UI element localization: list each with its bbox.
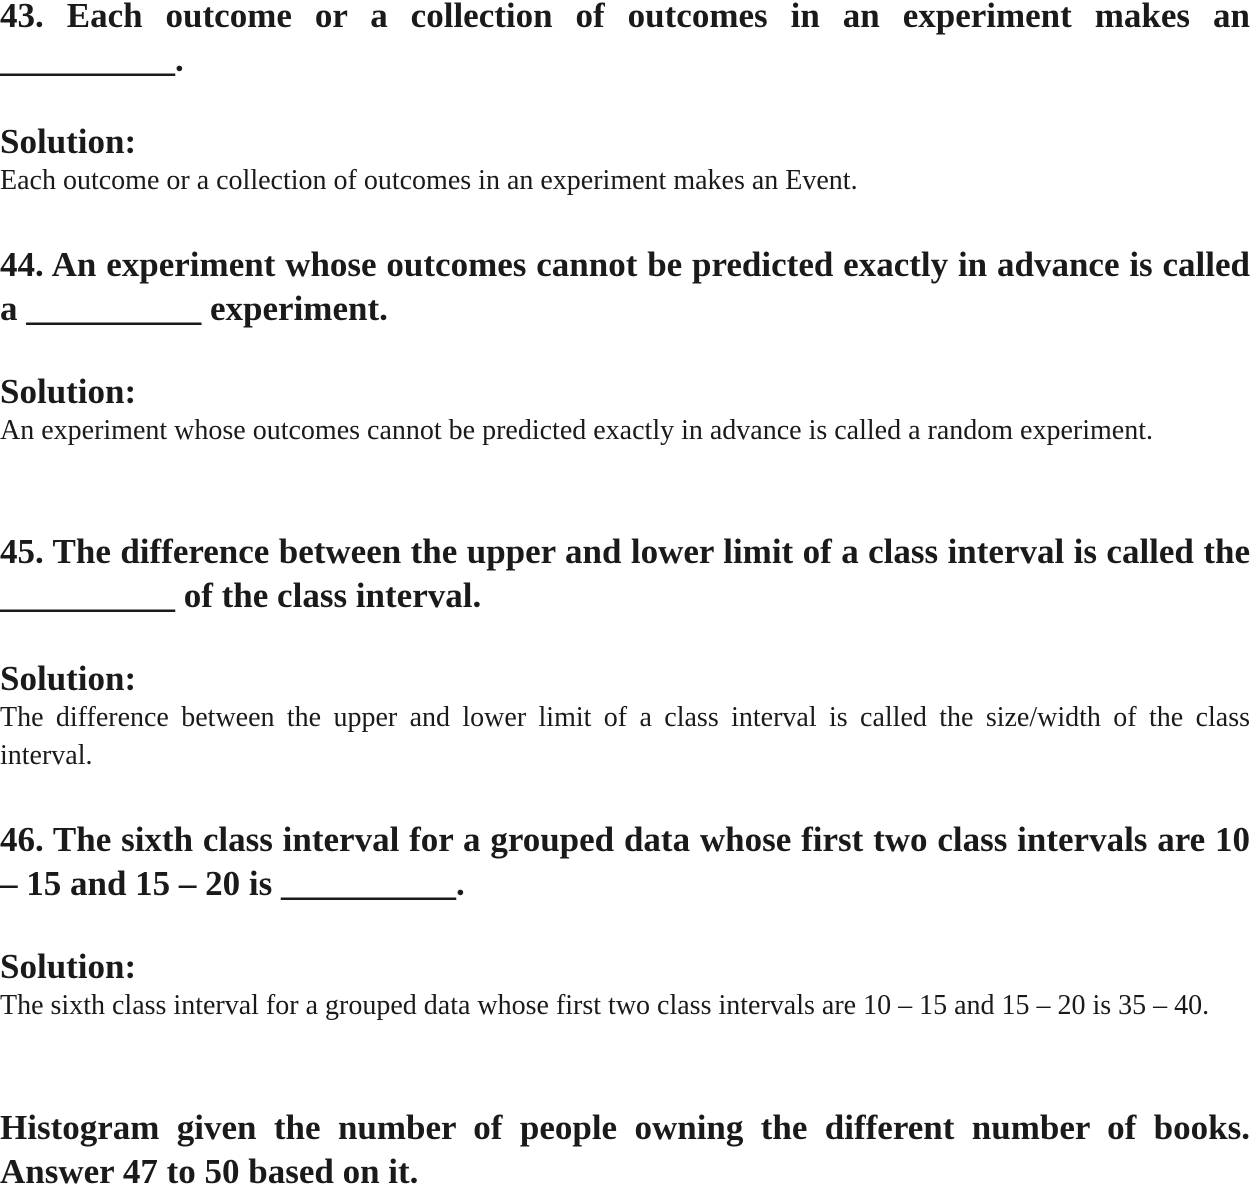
solution-text-43: Each outcome or a collection of outcomes in an experiment makes an Event. <box>0 165 858 196</box>
solution-text-44: An experiment whose outcomes cannot be predicted exactly in advance is called a random experiment. <box>0 415 1154 446</box>
question-43: 43. Each outcome or a collection of outcomes in an experiment makes an __________. <box>0 0 1250 79</box>
question-block-43 <box>0 0 1250 82</box>
solution-block-44 <box>0 372 1250 450</box>
question-44: 44. An experiment whose outcomes cannot be predicted exactly in advance is called a __________ experiment. <box>0 245 1250 328</box>
solution-block-46 <box>0 947 1250 1025</box>
question-45: 45. The difference between the upper and lower limit of a class interval is called the __________ of the class interval. <box>0 532 1250 615</box>
solution-text-46: The sixth class interval for a grouped data whose first two class intervals are 10 – 15 and 15 – 20 is 35 – 40. <box>0 990 1210 1021</box>
solution-heading-43: Solution: <box>0 122 137 161</box>
question-block-45 <box>0 530 1250 618</box>
solution-block-43 <box>0 122 1250 200</box>
solution-heading-45: Solution: <box>0 659 137 698</box>
histogram-intro: Histogram given the number of people owning the different number of books. Answer 47 to 50 based on it. <box>0 1108 1250 1191</box>
histogram-intro-block <box>0 1106 1250 1194</box>
question-46: 46. The sixth class interval for a grouped data whose first two class intervals are 10 – 15 and 15 – 20 is __________. <box>0 820 1250 903</box>
question-block-46 <box>0 818 1250 906</box>
solution-text-45: The difference between the upper and lower limit of a class interval is called the size/width of the class interval. <box>0 702 1250 771</box>
solution-heading-46: Solution: <box>0 947 137 986</box>
solution-block-45 <box>0 659 1250 775</box>
question-block-44 <box>0 243 1250 331</box>
solution-heading-44: Solution: <box>0 372 137 411</box>
